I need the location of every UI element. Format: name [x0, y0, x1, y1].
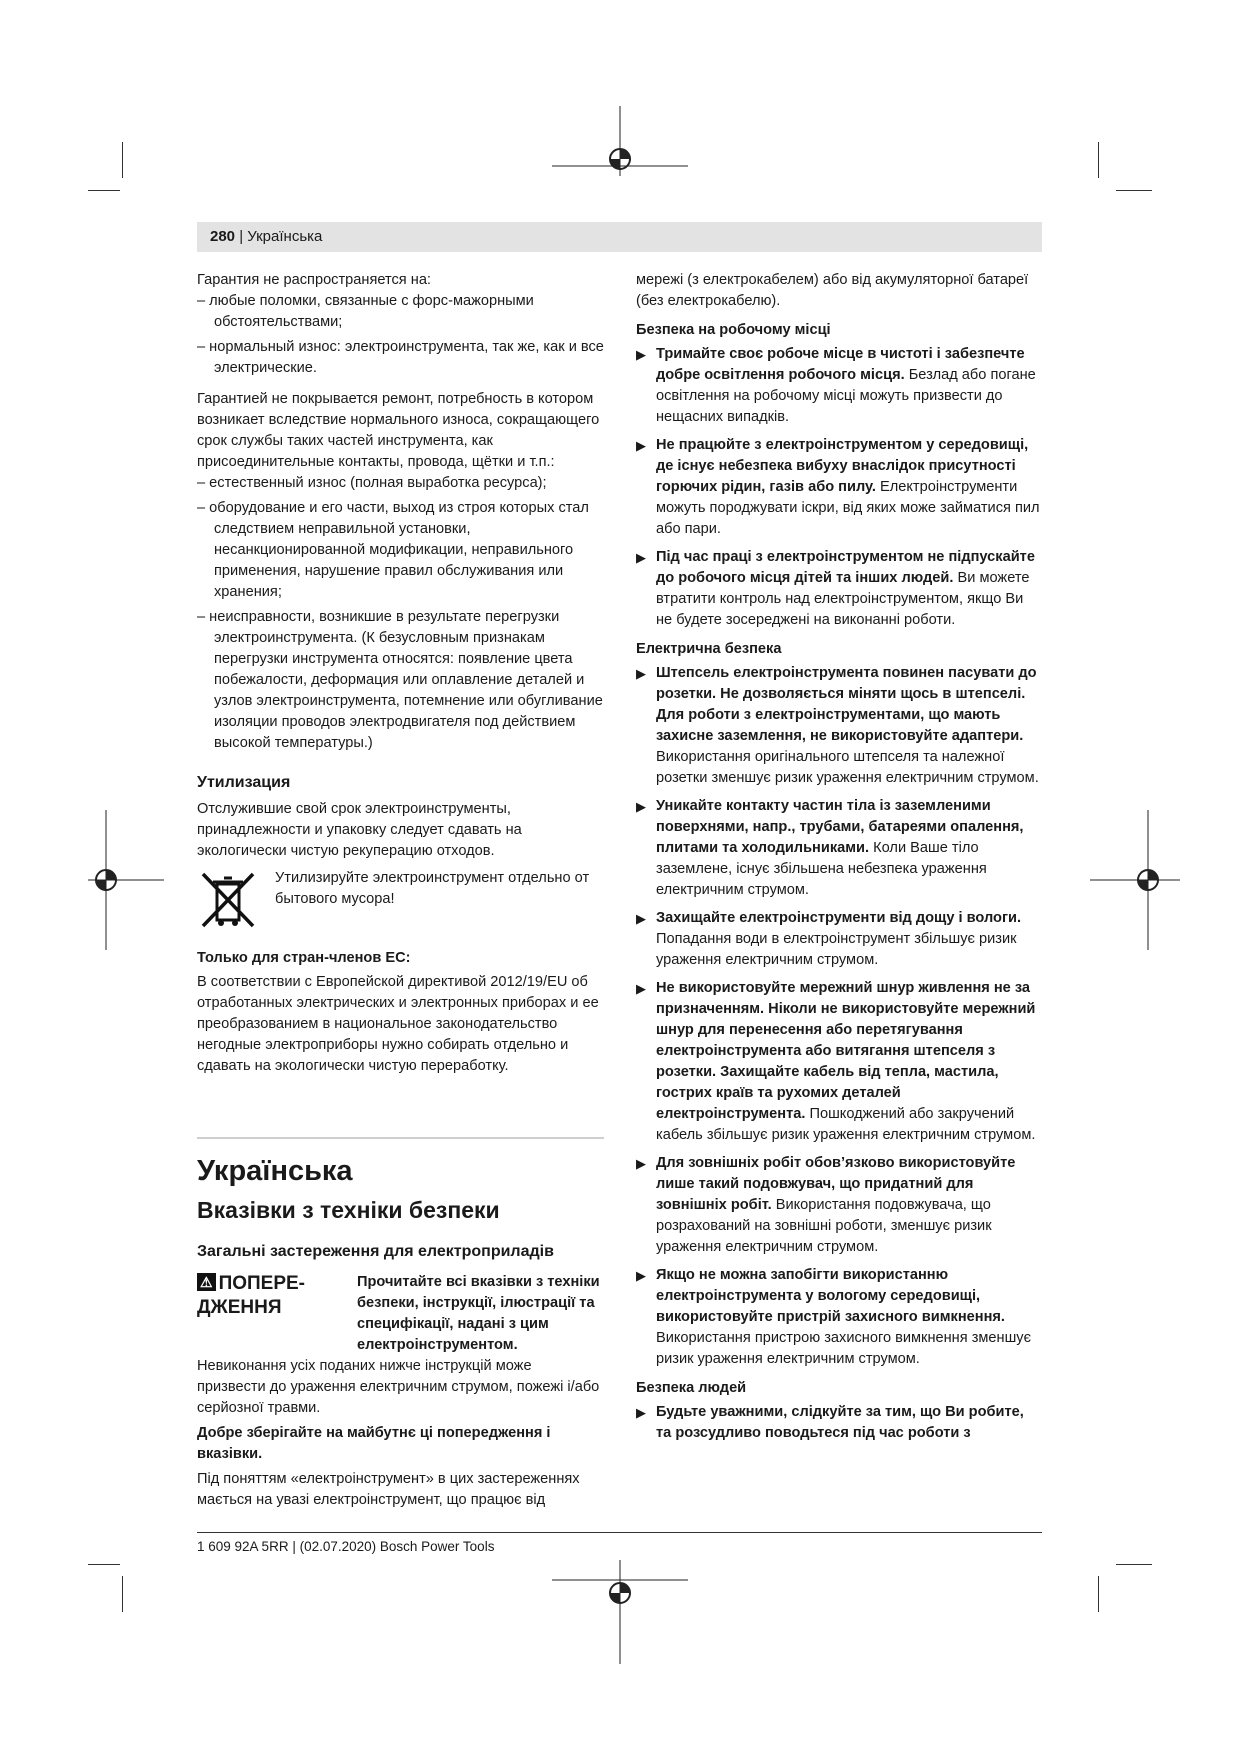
bullet-triangle-icon: ▶ — [636, 666, 646, 681]
crop-mark — [1116, 190, 1152, 191]
crop-mark — [1098, 142, 1099, 178]
bullet-triangle-icon: ▶ — [636, 550, 646, 565]
crop-mark — [122, 142, 123, 178]
list-item: ▶ Під час праці з електроінструментом не підпускайте до робочого місця дітей та інших людей. Ви можете втратити контроль над електроінструментом, якщо Ви не будете зосереджені на виконанні роботи. — [636, 549, 1035, 628]
page-header: 280 | Українська — [210, 228, 323, 245]
warning-block — [197, 1272, 604, 1356]
bullet-triangle-icon: ▶ — [636, 799, 646, 814]
registration-mark-bottom — [552, 1560, 688, 1664]
keep-instructions: Добре зберігайте на майбутнє ці попередження і вказівки. — [197, 1425, 551, 1462]
list-item: ▶ Захищайте електроінструменти від дощу і вологи. Попадання води в електроінструмент збільшує ризик ураження електричним струмом. — [636, 910, 1022, 968]
bullet-triangle-icon: ▶ — [636, 347, 646, 362]
people-heading: Безпека людей — [636, 1380, 747, 1396]
bullet-triangle-icon: ▶ — [636, 981, 646, 996]
list-item: – оборудование и его части, выход из строя которых стал следствием неправильной установки, несанкционированной модификации, неправильного применения, нарушение правил обслуживания или хранения; — [197, 500, 589, 600]
warning-bold: Прочитайте всі вказівки з техніки безпеки, інструкції, ілюстрації та специфікації, надані з цим електроінструментом. — [357, 1274, 600, 1353]
list-item: – естественный износ (полная выработка ресурса); — [197, 475, 547, 491]
bullet-triangle-icon: ▶ — [636, 1268, 646, 1283]
guarantee-paragraph: Гарантией не покрывается ремонт, потребность в котором возникает вследствие нормального износа, сокращающего срок службы таких частей инструмента, как присоединительные контакты, провода, щётки и т.п.: — [197, 391, 600, 470]
footer-rule — [197, 1532, 1042, 1533]
crossed-bin-icon — [197, 868, 259, 930]
continued-text: мережі (з електрокабелем) або від акумуляторної батареї (без електрокабелю). — [636, 272, 1029, 309]
page-number: 280 — [210, 228, 236, 245]
term-definition: Під поняттям «електроінструмент» в цих застереженнях мається на увазі електроінструмент, що працює від — [197, 1471, 580, 1508]
safety-title: Вказівки з техніки безпеки — [197, 1197, 500, 1223]
header-band — [197, 222, 1042, 252]
crop-mark — [1098, 1576, 1099, 1612]
warning-text: Невиконання усіх поданих нижче інструкцій може призвести до ураження електричним струмом, пожежі і/або серйозної травми. — [197, 1358, 600, 1416]
list-item: ▶ Будьте уважними, слідкуйте за тим, що Ви робите, та розсудливо поводьтеся під час роботи з — [636, 1404, 1024, 1441]
crop-mark — [1116, 1564, 1152, 1565]
list-item: ▶ Не працюйте з електроінструментом у середовищі, де існує небезпека вибуху внаслідок присутності горючих рідин, газів або пилу. Електроінструменти можуть породжувати іскри, від яких може займатися пил або пари. — [636, 437, 1040, 537]
bullet-triangle-icon: ▶ — [636, 1156, 646, 1171]
registration-mark-right — [1090, 810, 1190, 950]
warning-label: ⚠ ПОПЕРЕ-ДЖЕННЯ — [197, 1273, 305, 1318]
eu-paragraph: В соответствии с Европейской директивой 2012/19/EU об отработанных электрических и электронных приборах и ее преобразованием в национальное законодательство негодные электроприборы нужно собирать отдельно и сдавать на экологически чистую переработку. — [197, 974, 599, 1074]
bullet-triangle-icon: ▶ — [636, 438, 646, 453]
disposal-heading: Утилизация — [197, 774, 291, 791]
eu-heading: Только для стран-членов ЕС: — [197, 950, 411, 966]
section-divider — [197, 1137, 604, 1139]
list-item: – неисправности, возникшие в результате перегрузки электроинструмента. (К безусловным признакам перегрузки инструмента относятся: появление цвета побежалости, деформация или оплавление деталей и узлов электроинструмента, потемнение или обугливание изоляции проводов электродвигателя под действием высокой температуры.) — [197, 609, 603, 751]
guarantee-intro: Гарантия не распространяется на: — [197, 272, 431, 288]
crop-mark — [88, 1564, 120, 1565]
list-item: ▶ Штепсель електроінструмента повинен пасувати до розетки. Не дозволяється міняти щось в штепселі. Для роботи з електроінструментами, що мають захисне заземлення, не використовуйте адаптери. Використання оригінального штепселя та належної розетки зменшує ризик ураження електричним струмом. — [636, 665, 1039, 786]
list-item: ▶ Уникайте контакту частин тіла із заземленими поверхнями, напр., трубами, батареями опалення, плитами та холодильниками. Коли Ваше тіло заземлене, існує збільшена небезпека ураження електричним струмом. — [636, 798, 1024, 898]
ukrainian-title: Українська — [197, 1155, 353, 1187]
electrical-heading: Електрична безпека — [636, 641, 782, 657]
list-item: ▶ Тримайте своє робоче місце в чистоті і забезпечте добре освітлення робочого місця. Безлад або погане освітлення на робочому місці можуть призвести до нещасних випадків. — [636, 346, 1036, 425]
registration-mark-left — [64, 810, 164, 950]
list-item: ▶ Для зовнішніх робіт обов’язково використовуйте лише такий подовжувач, що придатний для зовнішніх робіт. Використання подовжувача, що розрахований на зовнішні роботи, зменшує ризик ураження електричним струмом. — [636, 1155, 1016, 1255]
left-column — [197, 270, 604, 1515]
page-footer: 1 609 92A 5RR | (02.07.2020) Bosch Power Tools — [197, 1539, 495, 1554]
crop-mark — [88, 190, 120, 191]
bullet-triangle-icon: ▶ — [636, 911, 646, 926]
right-column — [636, 270, 1042, 1451]
registration-mark-top — [552, 106, 688, 210]
header-section: Українська — [247, 228, 323, 245]
list-item: ▶ Не використовуйте мережний шнур живлення не за призначенням. Ніколи не використовуйте мережний шнур для перенесення або перетягування електроінструмента або витягання штепселя з розетки. Захищайте кабель від тепла, мастила, гострих країв та рухомих деталей електроінструмента. Пошкоджений або закручений кабель збільшує ризик ураження електричним струмом. — [636, 980, 1036, 1143]
warning-triangle-icon: ⚠ — [197, 1273, 216, 1291]
list-item: ▶ Якщо не можна запобігти використанню електроінструмента у вологому середовищі, використовуйте пристрій захисного вимкнення. Використання пристрою захисного вимкнення зменшує ризик ураження електричним струмом. — [636, 1267, 1032, 1367]
crop-mark — [122, 1576, 123, 1612]
disposal-paragraph: Отслужившие свой срок электроинструменты, принадлежности и упаковку следует сдавать на экологически чистую рекуперацию отходов. — [197, 801, 522, 859]
disposal-icon-note: Утилизируйте электроинструмент отдельно от бытового мусора! — [275, 870, 590, 907]
list-item: – нормальный износ: электроинструмента, так же, как и все электрические. — [197, 339, 604, 376]
bullet-triangle-icon: ▶ — [636, 1405, 646, 1420]
workplace-heading: Безпека на робочому місці — [636, 322, 831, 338]
disposal-row — [197, 868, 604, 930]
general-warnings-title: Загальні застереження для електроприладів — [197, 1243, 554, 1260]
list-item: – любые поломки, связанные с форс-мажорными обстоятельствами; — [197, 293, 534, 330]
